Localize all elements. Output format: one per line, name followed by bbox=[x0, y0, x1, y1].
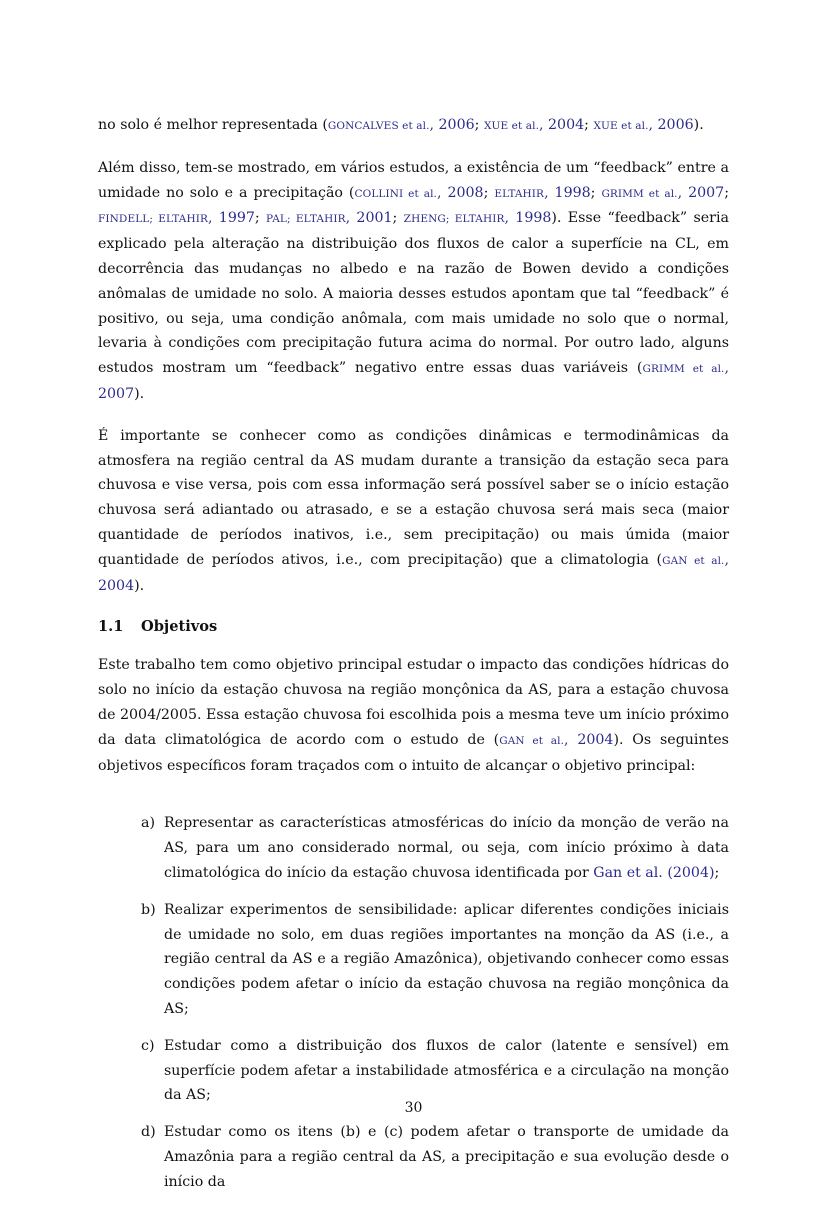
citation-link[interactable]: GONCALVES et al., 2006 bbox=[327, 117, 475, 133]
section-title: Objetivos bbox=[141, 618, 218, 636]
citation-link[interactable]: GRIMM et al., 2007 bbox=[98, 360, 729, 402]
paragraph-4: Este trabalho tem como objetivo principal estudar o impacto das condições hídricas do solo no início da estação chuvosa na região monçônica da AS, para a estação chuvosa de 2004/2005. Essa estação chuvosa foi escolhida pois a mesma teve um início próximo da data climatológica de acordo com o estudo de (GAN et al., 2004). Os seguintes objetivos específicos foram traçados com o intuito de alcançar o objetivo principal: bbox=[98, 657, 729, 774]
page-body bbox=[98, 113, 729, 1206]
citation-link[interactable]: GAN et al., 2004 bbox=[98, 551, 729, 594]
citation-link[interactable]: GRIMM et al., 2007 bbox=[601, 184, 725, 201]
paragraph-1: no solo é melhor representada (GONCALVES et al., 2006; XUE et al., 2004; XUE et al., 2006). bbox=[98, 117, 704, 133]
list-item: a) Representar as características atmosféricas do início da monção de verão na AS, para um ano considerado normal, ou seja, com início próximo à data climatológica do início da estação chuvosa identificada por Gan et al. (2004); bbox=[164, 811, 729, 885]
citation-link[interactable]: ELTAHIR, 1998 bbox=[494, 184, 591, 201]
list-marker: b) bbox=[141, 901, 156, 918]
list-item: b) Realizar experimentos de sensibilidade: aplicar diferentes condições iniciais de umidade no solo, em duas regiões importantes na monção da AS (i.e., a região central da AS e a região Amazônica), objetivando conhecer como essas condições podem afetar o início da estação chuvosa na região monçônica da AS; bbox=[164, 898, 729, 1022]
section-number: 1.1 bbox=[98, 618, 124, 636]
paragraph-2: Além disso, tem-se mostrado, em vários estudos, a existência de um “feedback” entre a umidade no solo e a precipitação (COLLINI et al., 2008; ELTAHIR, 1998; GRIMM et al., 2007; FINDELL; ELTAHIR, 1997; PAL; ELTAHIR, 2001; ZHENG; ELTAHIR, 1998). Esse “feedback” seria explicado pela alteração na distribuição dos fluxos de calor a superfície na CL, em decorrência das mudanças no albedo e na razão de Bowen devido a condições anômalas de umidade no solo. A maioria desses estudos apontam que tal “feedback” é positivo, ou seja, uma condição anômala, com mais umidade no solo que o normal, levaria à condições com precipitação futura acima do normal. Por outro lado, alguns estudos mostram um “feedback” negativo entre essas duas variáveis (GRIMM et al., 2007). bbox=[98, 159, 729, 402]
list-marker: c) bbox=[141, 1037, 155, 1054]
section-heading bbox=[98, 615, 729, 639]
citation-link[interactable]: ZHENG; ELTAHIR, 1998 bbox=[403, 210, 552, 227]
list-item: d) Estudar como os itens (b) e (c) podem afetar o transporte de umidade da Amazônia para a região central da AS, a precipitação e sua evolução desde o início da bbox=[164, 1120, 729, 1194]
citation-link[interactable]: Gan et al. (2004) bbox=[593, 864, 715, 881]
citation-link[interactable]: PAL; ELTAHIR, 2001 bbox=[266, 210, 393, 227]
objectives-list bbox=[141, 811, 729, 1194]
citation-link[interactable]: XUE et al., 2004 bbox=[483, 117, 585, 133]
page-number: 30 bbox=[404, 1100, 423, 1116]
list-marker: a) bbox=[141, 815, 155, 832]
list-item: c) Estudar como a distribuição dos fluxos de calor (latente e sensível) em superfície podem afetar a instabilidade atmosférica e a circulação na monção da AS; bbox=[164, 1034, 729, 1108]
list-marker: d) bbox=[141, 1124, 156, 1141]
citation-link[interactable]: FINDELL; ELTAHIR, 1997 bbox=[98, 210, 255, 227]
citation-link[interactable]: COLLINI et al., 2008 bbox=[354, 184, 484, 201]
paragraph-3: É importante se conhecer como as condições dinâmicas e termodinâmicas da atmosfera na região central da AS mudam durante a transição da estação seca para chuvosa e vise versa, pois com essa informação será possível saber se o início estação chuvosa será adiantado ou atrasado, e se a estação chuvosa será mais seca (maior quantidade de períodos inativos, i.e., sem precipitação) ou mais úmida (maior quantidade de períodos ativos, i.e., com precipitação) que a climatologia (GAN et al., 2004). bbox=[98, 427, 729, 594]
citation-link[interactable]: GAN et al., 2004 bbox=[499, 731, 614, 748]
citation-link[interactable]: XUE et al., 2006 bbox=[593, 117, 694, 133]
